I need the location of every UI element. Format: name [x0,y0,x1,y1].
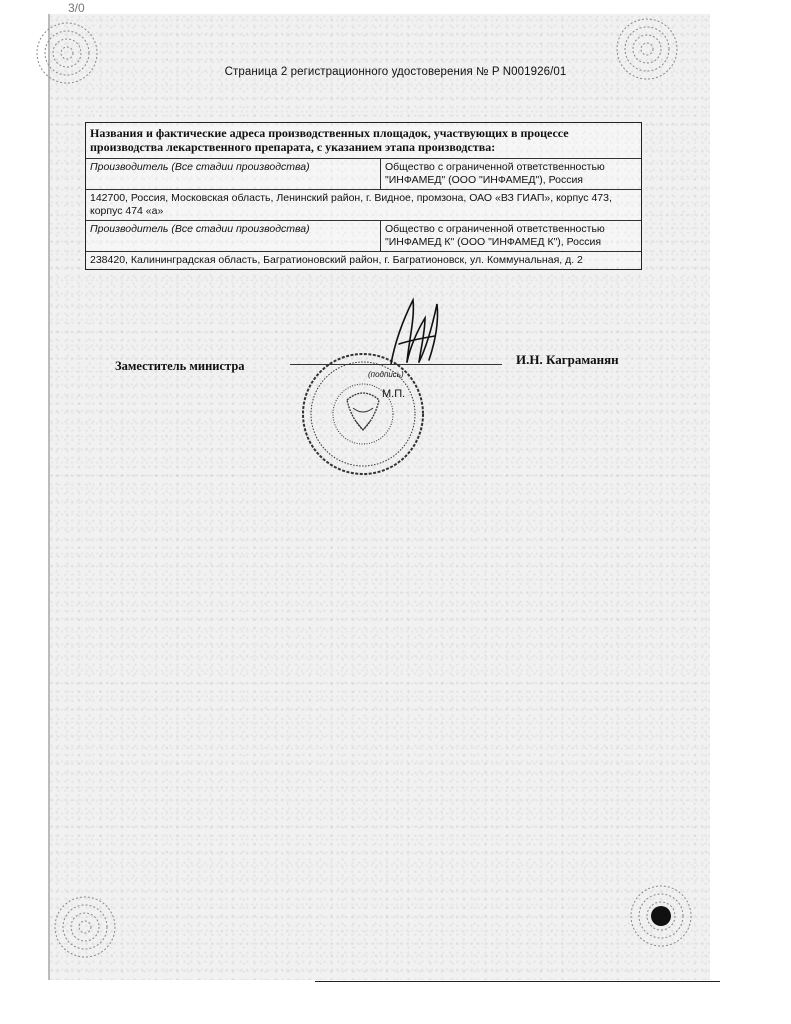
hole-punch-mark [651,906,671,926]
manufacturer-address: 238420, Калининградская область, Багратионовский район, г. Багратионовск, ул. Коммунальная, д. 2 [90,254,583,266]
manufacturer-address: 142700, Россия, Московская область, Ленинский район, г. Видное, промзона, ОАО «ВЗ ГИАП», корпус 473, корпус 474 «а» [90,192,612,217]
manufacturer-company: Общество с ограниченной ответственностью "ИНФАМЕД" (ООО "ИНФАМЕД"), Россия [385,161,605,186]
production-sites-table [85,122,642,270]
signature-line [290,364,502,365]
table-row [86,159,641,190]
signer-name: И.Н. Каграманян [516,352,619,367]
manufacturer-role: Производитель (Все стадии производства) [86,159,381,189]
table-row [86,190,641,221]
manufacturer-company: Общество с ограниченной ответственностью "ИНФАМЕД К" (ООО "ИНФАМЕД К"), Россия [385,223,605,248]
corner-mark: 3/0 [68,1,85,15]
table-title: Названия и фактические адреса производственных площадок, участвующих в процессе производства лекарственного препарата, с указанием этапа производства: [90,126,569,154]
guilloche-rosette-icon [50,892,120,962]
bottom-rule [315,981,720,982]
page-header: Страница 2 регистрационного удостоверения № P N001926/01 [224,66,567,78]
handwritten-signature [385,292,445,370]
table-row [86,252,641,269]
manufacturer-role: Производитель (Все стадии производства) [86,221,381,251]
table-row [86,221,641,252]
table-title-row [86,123,641,159]
stamp-place-label: М.П. [382,388,406,400]
signature-caption: (подпись) [368,370,404,379]
signer-role: Заместитель министра [115,359,245,373]
